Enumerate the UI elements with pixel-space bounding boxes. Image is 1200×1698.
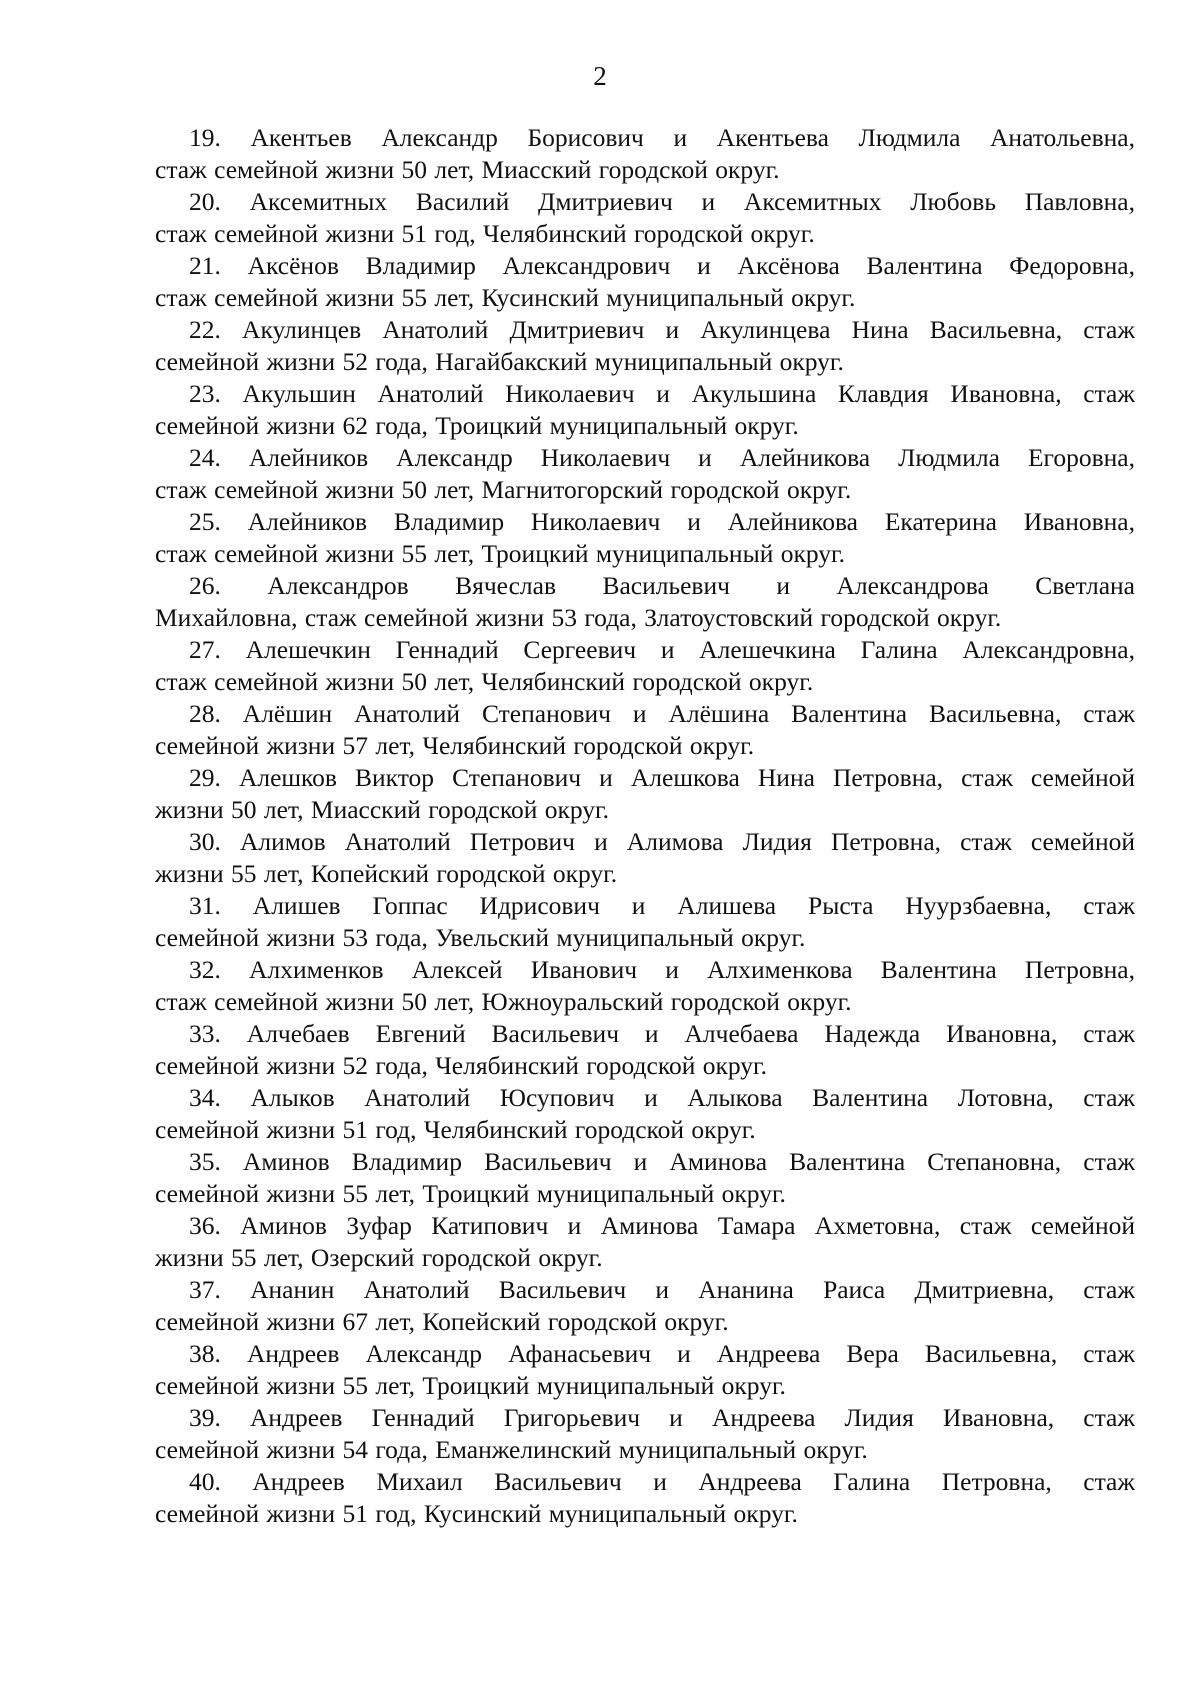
list-item — [155, 1338, 1135, 1402]
entry-second-line: стаж семейной жизни 51 год, Челябинский городской округ. — [155, 219, 815, 248]
list-item — [155, 1466, 1135, 1530]
entry-first-line: 26. Александров Вячеслав Васильевич и Александрова Светлана — [189, 571, 1135, 600]
entry-second-line: семейной жизни 52 года, Нагайбакский муниципальный округ. — [155, 347, 844, 376]
entry-second-line: семейной жизни 57 лет, Челябинский городской округ. — [155, 731, 755, 760]
list-item — [155, 442, 1135, 506]
entry-first-line: 22. Акулинцев Анатолий Дмитриевич и Акулинцева Нина Васильевна, стаж — [189, 315, 1135, 344]
entry-first-line: 38. Андреев Александр Афанасьевич и Андреева Вера Васильевна, стаж — [189, 1339, 1135, 1368]
entry-second-line: семейной жизни 52 года, Челябинский городской округ. — [155, 1051, 767, 1080]
entry-first-line: 28. Алёшин Анатолий Степанович и Алёшина Валентина Васильевна, стаж — [189, 699, 1135, 728]
list-item — [155, 890, 1135, 954]
list-item — [155, 570, 1135, 634]
list-item — [155, 634, 1135, 698]
entry-first-line: 29. Алешков Виктор Степанович и Алешкова Нина Петровна, стаж семейной — [189, 763, 1135, 792]
list-item — [155, 954, 1135, 1018]
entry-second-line: стаж семейной жизни 55 лет, Кусинский муниципальный округ. — [155, 283, 856, 312]
entry-second-line: стаж семейной жизни 50 лет, Магнитогорский городской округ. — [155, 475, 852, 504]
list-item — [155, 1210, 1135, 1274]
entry-second-line: стаж семейной жизни 55 лет, Троицкий муниципальный округ. — [155, 539, 845, 568]
entry-first-line: 37. Ананин Анатолий Васильевич и Ананина Раиса Дмитриевна, стаж — [189, 1275, 1135, 1304]
entry-first-line: 33. Алчебаев Евгений Васильевич и Алчебаева Надежда Ивановна, стаж — [189, 1019, 1135, 1048]
list-item — [155, 762, 1135, 826]
entry-second-line: семейной жизни 55 лет, Троицкий муниципальный округ. — [155, 1179, 786, 1208]
list-item — [155, 122, 1135, 186]
list-item — [155, 698, 1135, 762]
list-item — [155, 1082, 1135, 1146]
entry-second-line: семейной жизни 54 года, Еманжелинский муниципальный округ. — [155, 1435, 868, 1464]
entry-second-line: стаж семейной жизни 50 лет, Челябинский городской округ. — [155, 667, 814, 696]
entry-second-line: стаж семейной жизни 50 лет, Миасский городской округ. — [155, 155, 780, 184]
entry-first-line: 34. Алыков Анатолий Юсупович и Алыкова Валентина Лотовна, стаж — [189, 1083, 1135, 1112]
entry-first-line: 35. Аминов Владимир Васильевич и Аминова Валентина Степановна, стаж — [189, 1147, 1135, 1176]
entry-first-line: 31. Алишев Гоппас Идрисович и Алишева Рыста Нуурзбаевна, стаж — [189, 891, 1135, 920]
list-item — [155, 1018, 1135, 1082]
entry-first-line: 36. Аминов Зуфар Катипович и Аминова Тамара Ахметовна, стаж семейной — [189, 1211, 1135, 1240]
list-item — [155, 1402, 1135, 1466]
list-item — [155, 506, 1135, 570]
entry-second-line: семейной жизни 55 лет, Троицкий муниципальный округ. — [155, 1371, 786, 1400]
entry-first-line: 39. Андреев Геннадий Григорьевич и Андреева Лидия Ивановна, стаж — [189, 1403, 1135, 1432]
entry-list — [155, 122, 1135, 1530]
entry-second-line: семейной жизни 53 года, Увельский муниципальный округ. — [155, 923, 806, 952]
entry-second-line: жизни 55 лет, Копейский городской округ. — [155, 859, 618, 888]
entry-second-line: семейной жизни 67 лет, Копейский городской округ. — [155, 1307, 729, 1336]
list-item — [155, 250, 1135, 314]
list-item — [155, 1274, 1135, 1338]
entry-first-line: 27. Алешечкин Геннадий Сергеевич и Алешечкина Галина Александровна, — [189, 635, 1135, 664]
entry-first-line: 40. Андреев Михаил Васильевич и Андреева Галина Петровна, стаж — [189, 1467, 1135, 1496]
entry-first-line: 21. Аксёнов Владимир Александрович и Аксёнова Валентина Федоровна, — [189, 251, 1135, 280]
list-item — [155, 186, 1135, 250]
entry-first-line: 19. Акентьев Александр Борисович и Акентьева Людмила Анатольевна, — [189, 123, 1135, 152]
list-item — [155, 1146, 1135, 1210]
entry-second-line: семейной жизни 51 год, Кусинский муниципальный округ. — [155, 1499, 798, 1528]
entry-first-line: 23. Акульшин Анатолий Николаевич и Акульшина Клавдия Ивановна, стаж — [189, 379, 1135, 408]
entry-second-line: жизни 55 лет, Озерский городской округ. — [155, 1243, 603, 1272]
entry-second-line: семейной жизни 62 года, Троицкий муниципальный округ. — [155, 411, 799, 440]
list-item — [155, 378, 1135, 442]
entry-second-line: семейной жизни 51 год, Челябинский городской округ. — [155, 1115, 756, 1144]
list-item — [155, 826, 1135, 890]
entry-second-line: жизни 50 лет, Миасский городской округ. — [155, 795, 609, 824]
entry-second-line: стаж семейной жизни 50 лет, Южноуральский городской округ. — [155, 987, 852, 1016]
entry-first-line: 24. Алейников Александр Николаевич и Алейникова Людмила Егоровна, — [189, 443, 1135, 472]
entry-first-line: 20. Аксемитных Василий Дмитриевич и Аксемитных Любовь Павловна, — [189, 187, 1135, 216]
entry-second-line: Михайловна, стаж семейной жизни 53 года, Златоустовский городской округ. — [155, 603, 1002, 632]
entry-first-line: 25. Алейников Владимир Николаевич и Алейникова Екатерина Ивановна, — [189, 507, 1135, 536]
entry-first-line: 32. Алхименков Алексей Иванович и Алхименкова Валентина Петровна, — [189, 955, 1135, 984]
list-item — [155, 314, 1135, 378]
entry-first-line: 30. Алимов Анатолий Петрович и Алимова Лидия Петровна, стаж семейной — [189, 827, 1135, 856]
page-number: 2 — [593, 61, 607, 91]
